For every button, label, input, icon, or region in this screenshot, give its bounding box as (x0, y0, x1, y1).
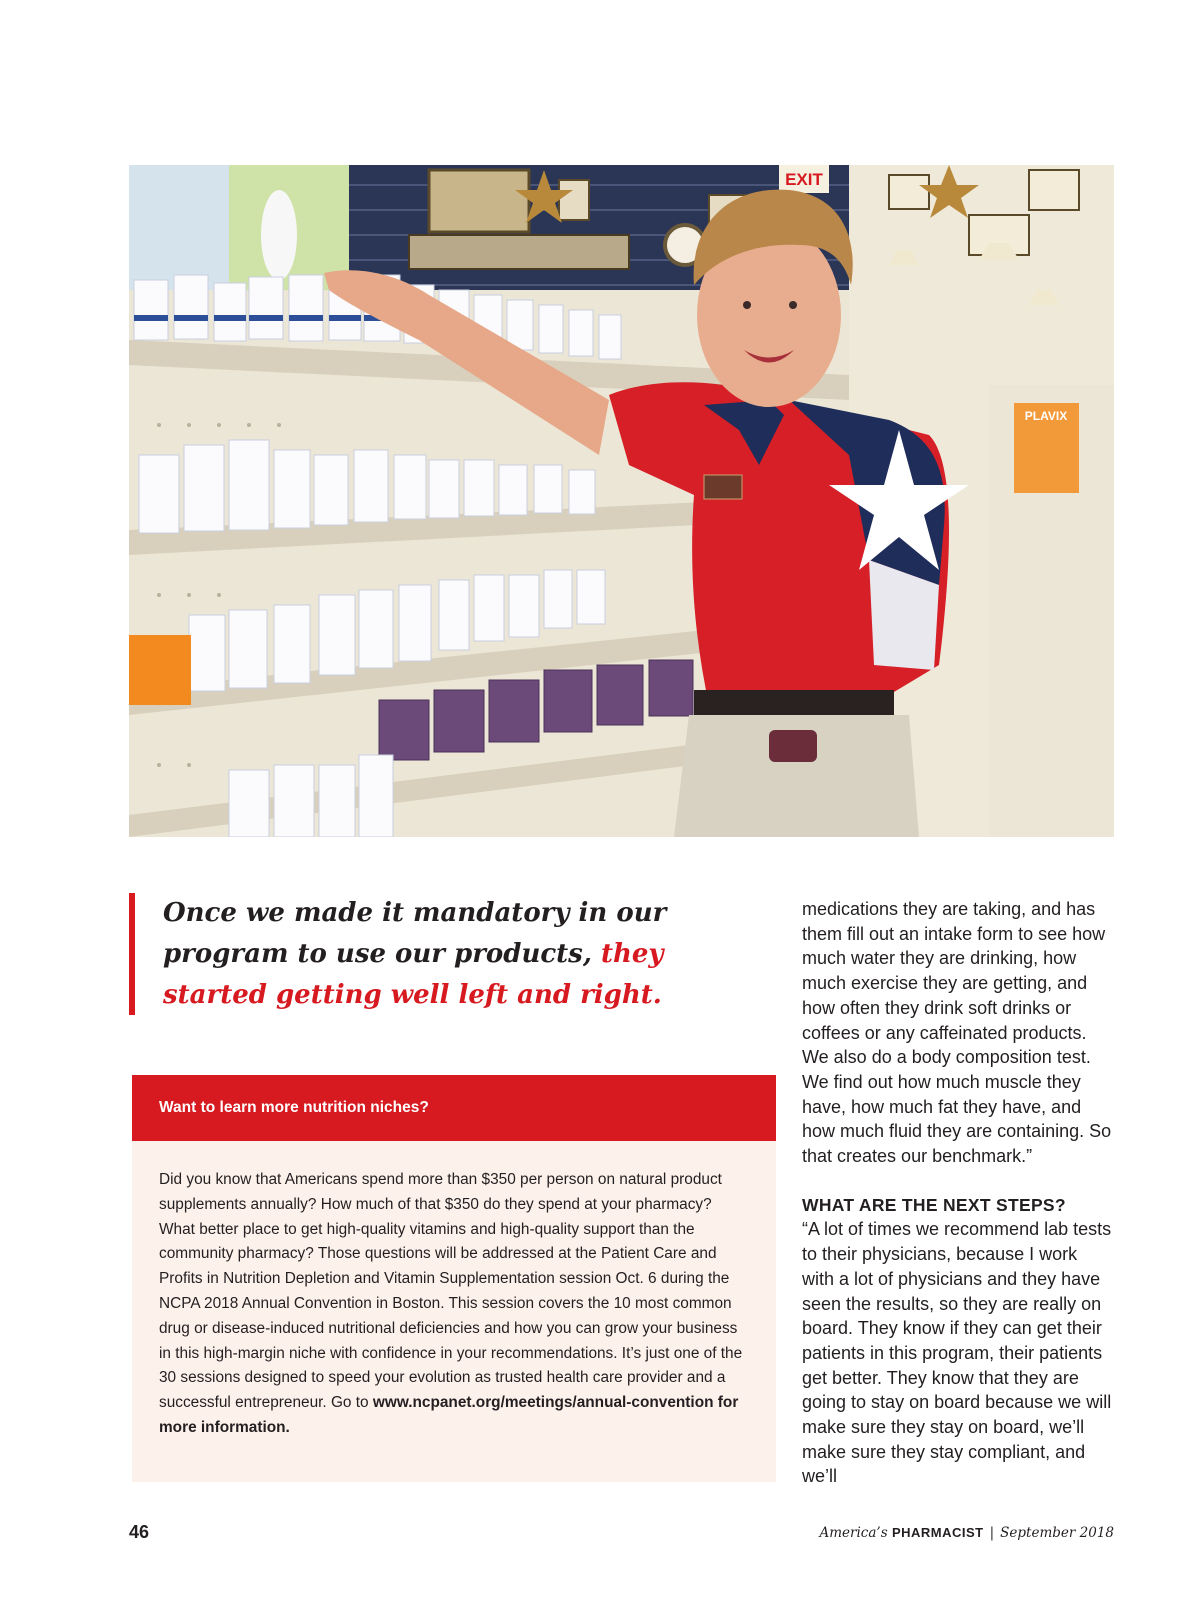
plavix-sign-text: PLAVIX (1024, 409, 1068, 423)
article-paragraph-1: medications they are taking, and has them fill out an intake form to see how much water they are drinking, how much exercise they are getting, and how often they drink soft drinks or coffees or any caffeinated products. We also do a body composition test. We find out how much muscle they have, how much fat they have, and how much fluid they are containing. So that creates our benchmark.” (802, 899, 1112, 1167)
running-footer (820, 1525, 1115, 1541)
sidebar-box (132, 1075, 776, 1482)
magazine-name-part2: PHARMACIST (891, 1525, 984, 1540)
page-number: 46 (129, 1522, 150, 1542)
article-paragraph-2: “A lot of times we recommend lab tests to their physicians, because I work with a lot of physicians and they have seen the results, so they are really on board. They know if they can get their patients in this program, their patients get better. They know that they are going to stay on board because we will make sure they stay on board, we’ll make sure they stay compliant, and we’ll (802, 1219, 1112, 1487)
section-heading: WHAT ARE THE NEXT STEPS? (802, 1194, 1066, 1215)
issue-date: September 2018 (1000, 1525, 1114, 1541)
pull-quote-highlight: they started getting well left and right. (163, 939, 664, 1010)
sidebar-heading: Want to learn more nutrition niches? (159, 1099, 429, 1116)
exit-sign-text: EXIT (785, 170, 823, 189)
article-column (802, 897, 1114, 1489)
pull-quote (129, 893, 729, 1015)
footer-separator: | (989, 1525, 995, 1541)
pharmacist-photo-illustration (129, 165, 1114, 837)
pull-quote-text (163, 893, 723, 1016)
sidebar-link-text[interactable]: www.ncpanet.org/meetings/annual-convention for more information. (159, 1394, 739, 1436)
sidebar-body (159, 1168, 749, 1441)
sidebar-body-text: Did you know that Americans spend more than $350 per person on natural product supplements annually? How much of that $350 do they spend at your pharmacy? What better place to get high-quality vitamins and high-quality support than the community pharmacy? Those questions will be addressed at the Patient Care and Profits in Nutrition Depletion and Vitamin Supplementation session Oct. 6 during the NCPA 2018 Annual Convention in Boston. This session covers the 10 most common drug or disease-induced nutritional deficiencies and how you can grow your business in this high-margin niche with confidence in your recommendations. It’s just one of the 30 sessions designed to speed your evolution as trusted health care provider and a successful entrepreneur. Go to (159, 1171, 743, 1412)
sidebar-header (132, 1075, 776, 1141)
magazine-name-part1: America’s (819, 1525, 888, 1541)
feature-photo (129, 165, 1114, 837)
pull-quote-plain: Once we made it mandatory in our program to use our products, (163, 898, 667, 969)
